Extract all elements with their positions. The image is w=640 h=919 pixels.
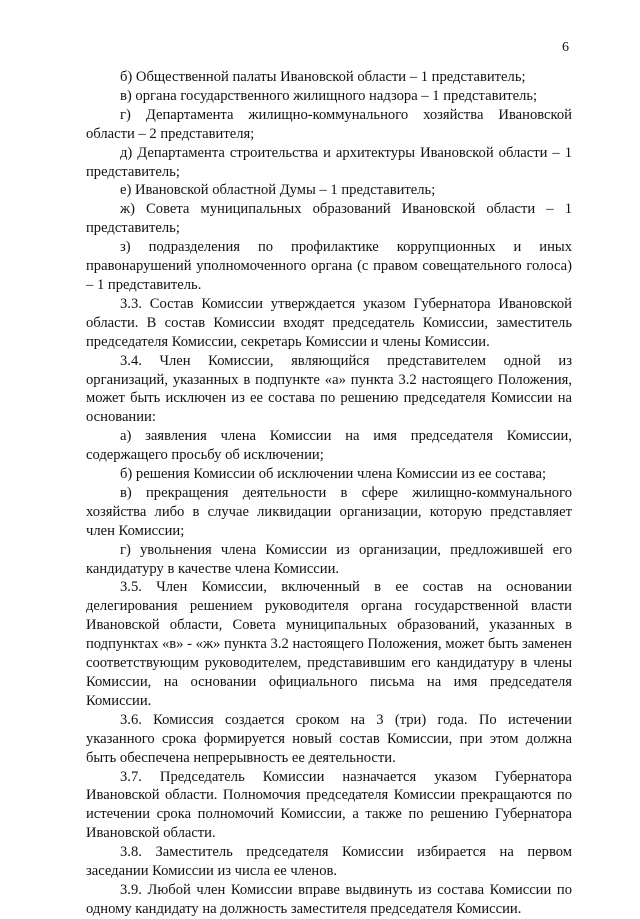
- paragraph-3-4-b: б) решения Комиссии об исключении члена Комиссии из ее состава;: [120, 466, 547, 483]
- page-number: 6: [562, 40, 569, 55]
- paragraph-d-construction-department: д) Департамента строительства и архитектуры Ивановской области – 1 представитель;: [86, 144, 572, 180]
- paragraph-3-5: 3.5. Член Комиссии, включенный в ее состав на основании делегирования решением руководителя органа государственной власти Ивановской области, Совета муниципальных образований, указанных в подпунктах «в» - «ж» пункта 3.2 настоящего Положения, может быть заменен соответствующим руководителем, представившим его кандидатуру в члены Комиссии, на основании официального письма на имя председателя Комиссии.: [86, 579, 572, 709]
- paragraph-3-4-v: в) прекращения деятельности в сфере жилищно-коммунального хозяйства либо в случае ликвидации организации, которую представляет член Комиссии;: [86, 484, 572, 539]
- paragraph-e-regional-duma: е) Ивановской областной Думы – 1 представитель;: [120, 182, 436, 199]
- paragraph-3-3: 3.3. Состав Комиссии утверждается указом Губернатора Ивановской области. В состав Комиссии входят председатель Комиссии, заместитель председателя Комиссии, секретарь Комиссии и члены Комиссии.: [86, 295, 572, 350]
- paragraph-3-6: 3.6. Комиссия создается сроком на 3 (три) года. По истечении указанного срока формируется новый состав Комиссии, при этом должна быть обеспечена непрерывность ее деятельности.: [86, 711, 572, 766]
- paragraph-3-4-g: г) увольнения члена Комиссии из организации, предложившей его кандидатуру в качестве члена Комиссии.: [86, 541, 572, 577]
- paragraph-v-housing-supervision: в) органа государственного жилищного надзора – 1 представитель;: [120, 87, 538, 104]
- paragraph-3-4: 3.4. Член Комиссии, являющийся представителем одной из организаций, указанных в подпункте «а» пункта 3.2 настоящего Положения, может быть исключен из ее состава по решению председателя Комиссии на основании:: [86, 352, 572, 426]
- paragraph-b-public-chamber: б) Общественной палаты Ивановской области – 1 представитель;: [120, 69, 526, 85]
- paragraph-zh-municipal-council: ж) Совета муниципальных образований Ивановской области – 1 представитель;: [86, 201, 572, 237]
- paragraph-3-7: 3.7. Председатель Комиссии назначается указом Губернатора Ивановской области. Полномочия председателя Комиссии прекращаются по истечении срока полномочий Комиссии, а также по решению Губернатора Ивановской области.: [86, 768, 572, 842]
- paragraph-3-4-a: а) заявления члена Комиссии на имя председателя Комиссии, содержащего просьбу об исключении;: [86, 428, 572, 464]
- paragraph-z-anticorruption-unit: з) подразделения по профилактике коррупционных и иных правонарушений уполномоченного органа (с правом совещательного голоса) – 1 представитель.: [86, 239, 572, 293]
- paragraph-g-housing-department: г) Департамента жилищно-коммунального хозяйства Ивановской области – 2 представителя;: [86, 106, 572, 142]
- paragraph-3-8: 3.8. Заместитель председателя Комиссии избирается на первом заседании Комиссии из числа ее членов.: [86, 844, 572, 880]
- document-body: [86, 68, 572, 919]
- paragraph-3-9: 3.9. Любой член Комиссии вправе выдвинуть из состава Комиссии по одному кандидату на должность заместителя председателя Комиссии.: [86, 881, 572, 917]
